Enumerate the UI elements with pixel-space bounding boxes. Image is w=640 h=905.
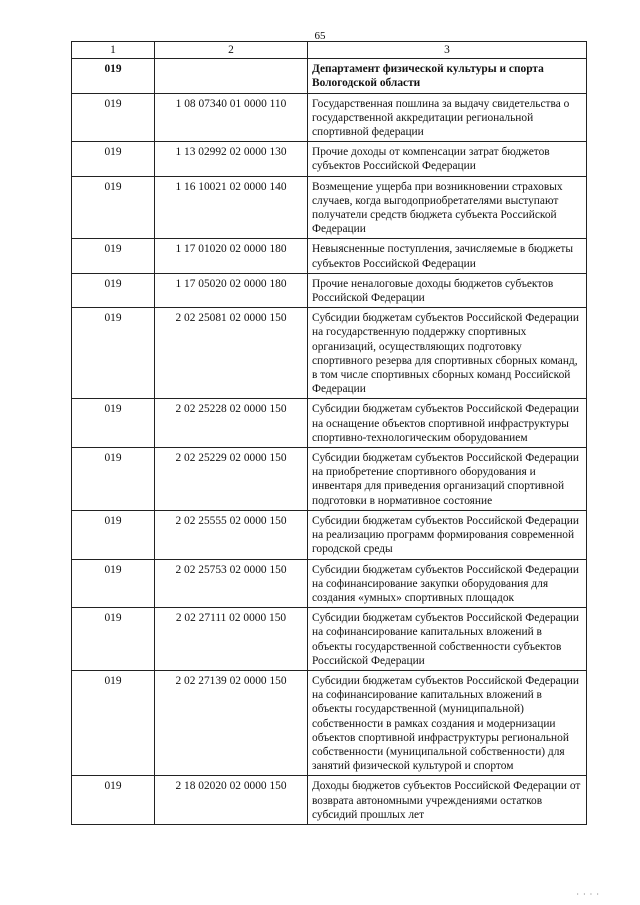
table-body bbox=[72, 59, 587, 825]
budget-code-cell: 2 18 02020 02 0000 150 bbox=[155, 776, 308, 825]
table-row bbox=[72, 273, 587, 307]
table-row bbox=[72, 776, 587, 825]
admin-code-cell: 019 bbox=[72, 176, 155, 239]
budget-code-cell: 1 17 01020 02 0000 180 bbox=[155, 239, 308, 273]
table-row bbox=[72, 59, 587, 93]
admin-code-cell: 019 bbox=[72, 670, 155, 775]
header-col-1: 1 bbox=[72, 42, 155, 59]
income-name-cell: Субсидии бюджетам субъектов Российской Федерации на государственную поддержку спортивных организаций, осуществляющих подготовку спортивного резерва для спортивных сборных команд, в том числе спортивных сборных команд Российской Федерации bbox=[308, 308, 587, 399]
admin-code-cell: 019 bbox=[72, 608, 155, 671]
admin-code-cell: 019 bbox=[72, 559, 155, 608]
table-row bbox=[72, 142, 587, 176]
table-header-row bbox=[72, 42, 587, 59]
scan-mark: · · · · bbox=[576, 890, 600, 899]
admin-code-cell: 019 bbox=[72, 448, 155, 511]
income-name-cell: Субсидии бюджетам субъектов Российской Федерации на софинансирование капитальных вложений в объекты государственной (муниципальной) собственности в рамках создания и модернизации объектов спортивной инфраструктуры региональной собственности (муниципальной собственности) для занятий физической культурой и спортом bbox=[308, 670, 587, 775]
budget-code-cell: 2 02 27139 02 0000 150 bbox=[155, 670, 308, 775]
income-name-cell: Департамент физической культуры и спорта Вологодской области bbox=[308, 59, 587, 93]
income-name-cell: Прочие неналоговые доходы бюджетов субъектов Российской Федерации bbox=[308, 273, 587, 307]
table-row bbox=[72, 239, 587, 273]
income-name-cell: Субсидии бюджетам субъектов Российской Федерации на софинансирование закупки оборудования для создания «умных» спортивных площадок bbox=[308, 559, 587, 608]
table-row bbox=[72, 399, 587, 448]
income-name-cell: Возмещение ущерба при возникновении страховых случаев, когда выгодоприобретателями выступают получатели средств бюджета субъекта Российской Федерации bbox=[308, 176, 587, 239]
income-name-cell: Субсидии бюджетам субъектов Российской Федерации на софинансирование капитальных вложений в объекты государственной собственности субъектов Российской Федерации bbox=[308, 608, 587, 671]
table-row bbox=[72, 308, 587, 399]
budget-code-cell: 2 02 25753 02 0000 150 bbox=[155, 559, 308, 608]
budget-code-cell: 2 02 25228 02 0000 150 bbox=[155, 399, 308, 448]
admin-code-cell: 019 bbox=[72, 308, 155, 399]
table-row bbox=[72, 176, 587, 239]
budget-classification-table bbox=[71, 41, 587, 825]
budget-code-cell: 1 17 05020 02 0000 180 bbox=[155, 273, 308, 307]
table-row bbox=[72, 608, 587, 671]
income-name-cell: Государственная пошлина за выдачу свидетельства о государственной аккредитации региональной спортивной федерации bbox=[308, 93, 587, 142]
budget-code-cell: 1 16 10021 02 0000 140 bbox=[155, 176, 308, 239]
admin-code-cell: 019 bbox=[72, 239, 155, 273]
table-row bbox=[72, 510, 587, 559]
admin-code-cell: 019 bbox=[72, 93, 155, 142]
income-name-cell: Прочие доходы от компенсации затрат бюджетов субъектов Российской Федерации bbox=[308, 142, 587, 176]
table-row bbox=[72, 670, 587, 775]
admin-code-cell: 019 bbox=[72, 510, 155, 559]
table-row bbox=[72, 448, 587, 511]
page-number: 65 bbox=[314, 30, 326, 42]
header-col-3: 3 bbox=[308, 42, 587, 59]
budget-code-cell bbox=[155, 59, 308, 93]
budget-code-cell: 2 02 25081 02 0000 150 bbox=[155, 308, 308, 399]
admin-code-cell: 019 bbox=[72, 59, 155, 93]
income-name-cell: Субсидии бюджетам субъектов Российской Федерации на приобретение спортивного оборудования и инвентаря для приведения организаций спортивной подготовки в нормативное состояние bbox=[308, 448, 587, 511]
budget-code-cell: 2 02 27111 02 0000 150 bbox=[155, 608, 308, 671]
admin-code-cell: 019 bbox=[72, 273, 155, 307]
admin-code-cell: 019 bbox=[72, 142, 155, 176]
budget-code-cell: 1 13 02992 02 0000 130 bbox=[155, 142, 308, 176]
income-name-cell: Субсидии бюджетам субъектов Российской Федерации на реализацию программ формирования современной городской среды bbox=[308, 510, 587, 559]
admin-code-cell: 019 bbox=[72, 776, 155, 825]
admin-code-cell: 019 bbox=[72, 399, 155, 448]
income-name-cell: Доходы бюджетов субъектов Российской Федерации от возврата автономными учреждениями остатков субсидий прошлых лет bbox=[308, 776, 587, 825]
income-name-cell: Невыясненные поступления, зачисляемые в бюджеты субъектов Российской Федерации bbox=[308, 239, 587, 273]
budget-code-cell: 2 02 25229 02 0000 150 bbox=[155, 448, 308, 511]
budget-code-cell: 2 02 25555 02 0000 150 bbox=[155, 510, 308, 559]
income-name-cell: Субсидии бюджетам субъектов Российской Федерации на оснащение объектов спортивной инфраструктуры спортивно-технологическим оборудованием bbox=[308, 399, 587, 448]
budget-code-cell: 1 08 07340 01 0000 110 bbox=[155, 93, 308, 142]
table-row bbox=[72, 559, 587, 608]
table-row bbox=[72, 93, 587, 142]
header-col-2: 2 bbox=[155, 42, 308, 59]
